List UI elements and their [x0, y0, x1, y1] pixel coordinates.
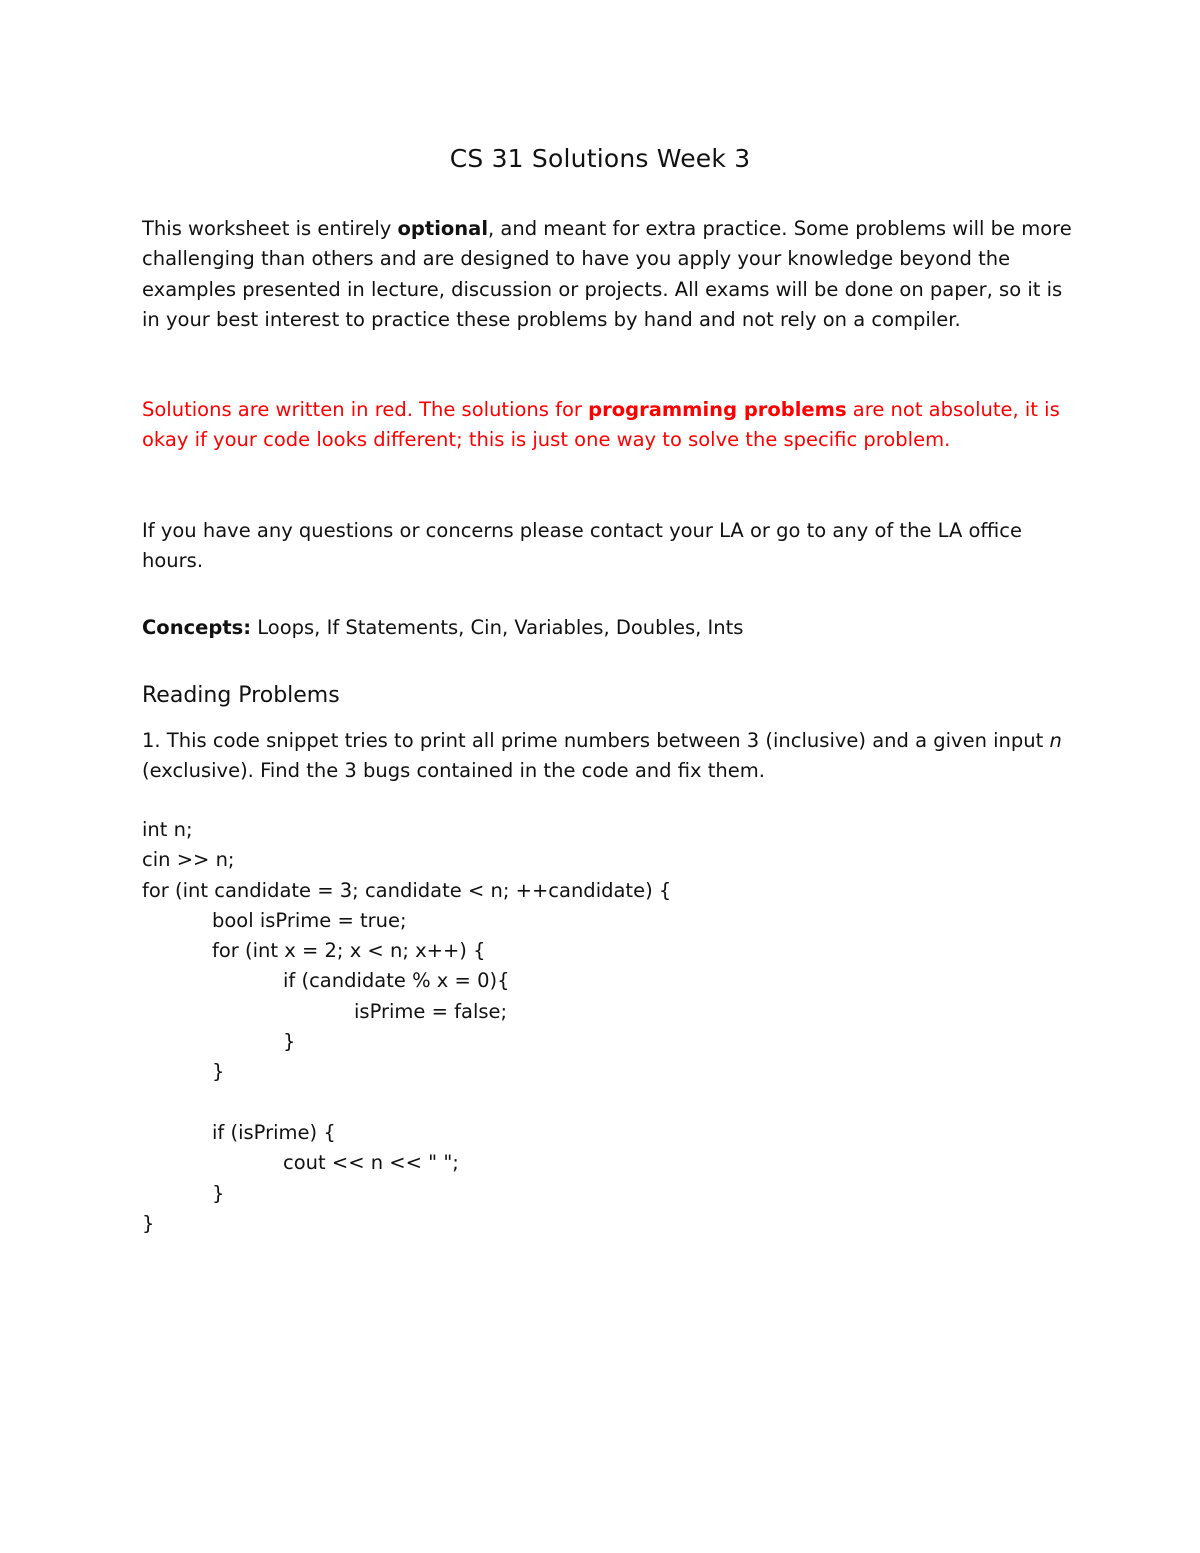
questions-note: If you have any questions or concerns please contact your LA or go to any of the LA office hours. — [142, 519, 1022, 573]
code-line: for (int x = 2; x < n; x++) { — [212, 939, 486, 963]
solutions-text-start: Solutions are written in red. The solutions for — [142, 398, 589, 421]
intro-text-start: This worksheet is entirely — [142, 217, 398, 240]
code-line: } — [283, 1030, 296, 1054]
solutions-note — [142, 395, 1077, 456]
code-line: if (isPrime) { — [212, 1120, 336, 1144]
concepts-label: Concepts: — [142, 616, 252, 639]
code-line: } — [212, 1060, 225, 1084]
concepts-line — [142, 613, 1077, 643]
code-line: cin >> n; — [142, 848, 235, 872]
problem-1-text-start: 1. This code snippet tries to print all prime numbers between 3 (inclusive) and a given input — [142, 729, 1050, 752]
code-snippet — [142, 815, 1042, 1239]
intro-text-end: , and meant for extra practice. Some problems will be more challenging than others and are designed to have you apply your knowledge beyond the examples presented in lecture, discussion or projects. All exams will be done on paper, so it is in your best interest to practice these problems by hand and not rely on a compiler. — [142, 217, 1072, 331]
code-line: for (int candidate = 3; candidate < n; ++candidate) { — [142, 878, 672, 902]
code-line: int n; — [142, 818, 193, 841]
problem-1-text-end: (exclusive). Find the 3 bugs contained in the code and fix them. — [142, 759, 765, 783]
code-line: } — [142, 1211, 155, 1235]
code-line: if (candidate % x = 0){ — [283, 969, 510, 993]
page-title: CS 31 Solutions Week 3 — [449, 144, 751, 173]
code-line: isPrime = false; — [354, 999, 508, 1023]
solutions-bold-programming-problems: programming problems — [588, 398, 847, 421]
code-line: bool isPrime = true; — [212, 908, 407, 932]
intro-paragraph — [142, 214, 1077, 335]
problem-1-statement — [142, 726, 1077, 787]
concepts-list: Loops, If Statements, Cin, Variables, Doubles, Ints — [251, 616, 744, 639]
code-line: } — [212, 1181, 225, 1205]
problem-1-italic-n: n — [1049, 729, 1062, 752]
code-line: cout << n << " "; — [283, 1151, 459, 1175]
code-line — [142, 1088, 1042, 1118]
section-heading-reading-problems: Reading Problems — [142, 683, 340, 708]
solutions-text-end: are not absolute, it is okay if your code looks different; this is just one way to solve the specific problem. — [142, 398, 1060, 452]
intro-bold-optional: optional — [397, 217, 489, 240]
